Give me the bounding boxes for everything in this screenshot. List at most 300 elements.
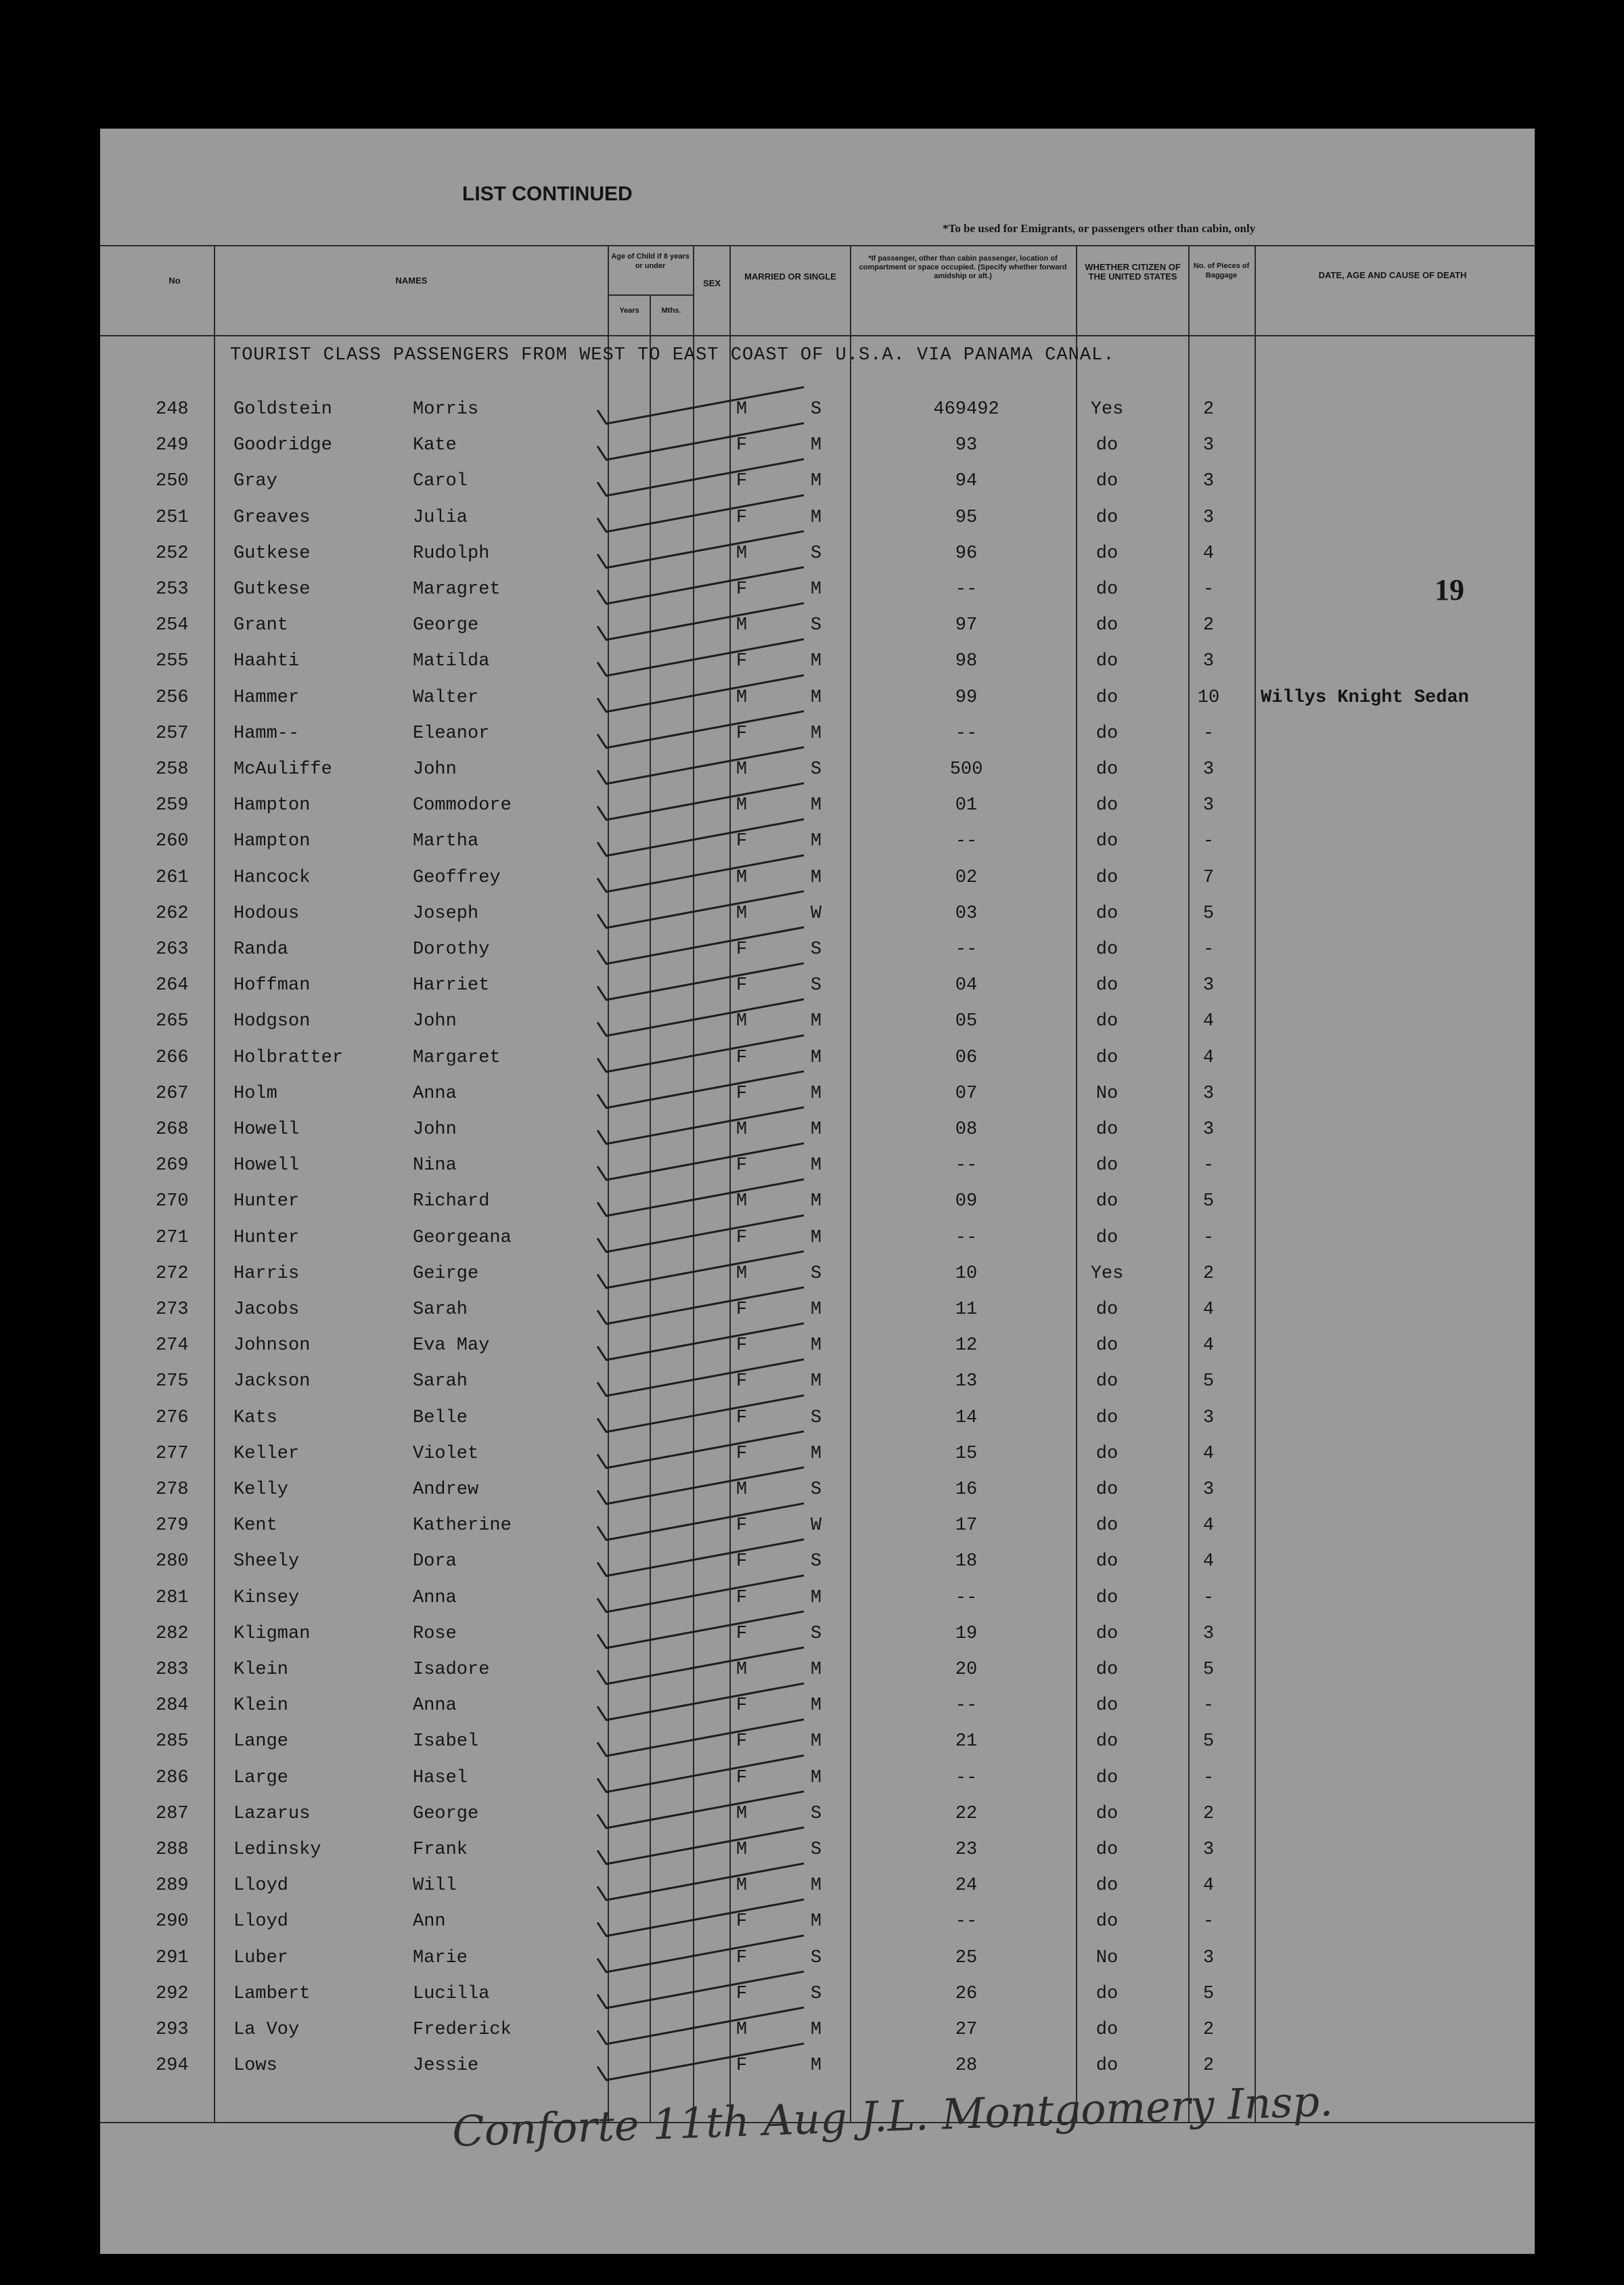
citizenship: No	[1096, 1083, 1119, 1104]
sex: F	[736, 1731, 748, 1752]
check-mark	[597, 1539, 804, 1576]
marital-status: M	[810, 1587, 822, 1608]
row-number: 263	[156, 939, 189, 960]
surname: Harris	[233, 1263, 300, 1284]
baggage-count: 3	[1202, 1480, 1215, 1500]
given-name: Nina	[413, 1155, 457, 1176]
passenger-number: 07	[955, 1083, 978, 1104]
marital-status: M	[810, 795, 822, 816]
citizenship: do	[1096, 435, 1119, 456]
row-number: 256	[156, 687, 189, 708]
baggage-count: 5	[1202, 1983, 1215, 2004]
check-mark	[597, 1287, 804, 1324]
passenger-number: 06	[955, 1047, 978, 1068]
row-number: 270	[156, 1191, 189, 1212]
passenger-number: --	[955, 1695, 978, 1716]
given-name: Walter	[413, 687, 479, 708]
baggage-count: 7	[1202, 867, 1215, 888]
surname: Jackson	[233, 1371, 311, 1392]
passenger-number: 09	[955, 1191, 978, 1212]
check-mark	[597, 423, 804, 460]
baggage-count: -	[1202, 831, 1215, 852]
surname: La Voy	[233, 2020, 300, 2040]
surname: Haahti	[233, 651, 300, 672]
remarks: Willys Knight Sedan	[1261, 687, 1469, 708]
passenger-number: 17	[955, 1515, 978, 1536]
baggage-count: 2	[1202, 1803, 1215, 1824]
surname: Hunter	[233, 1227, 300, 1248]
baggage-count: 4	[1202, 543, 1215, 564]
check-mark	[597, 1576, 804, 1612]
passenger-number: 500	[949, 759, 983, 780]
surname: Gutkese	[233, 579, 311, 600]
given-name: Julia	[413, 507, 468, 528]
marital-status: W	[810, 903, 822, 924]
marital-status: M	[810, 1660, 822, 1680]
check-mark	[597, 1359, 804, 1396]
row-number: 258	[156, 759, 189, 780]
passenger-number: 26	[955, 1983, 978, 2004]
sex: M	[736, 1840, 748, 1860]
citizenship: do	[1096, 1840, 1119, 1860]
check-mark	[597, 1719, 804, 1756]
marital-status: M	[810, 1011, 822, 1032]
passenger-number: 15	[955, 1443, 978, 1464]
check-mark	[597, 999, 804, 1036]
citizenship: do	[1096, 1047, 1119, 1068]
col-death-heading: DATE, AGE AND CAUSE OF DEATH	[1318, 270, 1467, 280]
marital-status: S	[810, 1263, 822, 1284]
baggage-count: 5	[1202, 903, 1215, 924]
passenger-number: 23	[955, 1840, 978, 1860]
citizenship: do	[1096, 2056, 1119, 2077]
row-number: 261	[156, 867, 189, 888]
check-mark	[597, 711, 804, 748]
given-name: John	[413, 1011, 457, 1032]
manifest-sheet	[100, 129, 1535, 2254]
marital-status: M	[810, 723, 822, 744]
marital-status: M	[810, 687, 822, 708]
baggage-count: 5	[1202, 1731, 1215, 1752]
check-mark	[597, 1396, 804, 1432]
marital-status: S	[810, 615, 822, 636]
sex: F	[736, 1407, 748, 1428]
row-number: 289	[156, 1876, 189, 1896]
baggage-count: -	[1202, 1227, 1215, 1248]
citizenship: do	[1096, 1660, 1119, 1680]
check-mark	[597, 1251, 804, 1288]
surname: Grant	[233, 615, 289, 636]
marital-status: M	[810, 1767, 822, 1788]
surname: Klein	[233, 1660, 289, 1680]
passenger-number: 04	[955, 975, 978, 996]
marital-status: S	[810, 1947, 822, 1968]
passenger-number: 16	[955, 1480, 978, 1500]
given-name: Carol	[413, 471, 468, 492]
sex: F	[736, 1767, 748, 1788]
passenger-number: 08	[955, 1119, 978, 1140]
marital-status: S	[810, 1803, 822, 1824]
passenger-number: 12	[955, 1335, 978, 1356]
check-mark	[597, 819, 804, 856]
check-mark	[597, 1467, 804, 1504]
row-number: 293	[156, 2020, 189, 2040]
passenger-number: 95	[955, 507, 978, 528]
citizenship: do	[1096, 1695, 1119, 1716]
check-mark	[597, 2043, 804, 2080]
citizenship: do	[1096, 1623, 1119, 1644]
citizenship: do	[1096, 687, 1119, 708]
sex: M	[736, 1803, 748, 1824]
given-name: Violet	[413, 1443, 479, 1464]
passenger-number: 28	[955, 2056, 978, 2077]
marital-status: M	[810, 1695, 822, 1716]
given-name: Anna	[413, 1587, 457, 1608]
row-number: 284	[156, 1695, 189, 1716]
baggage-count: -	[1202, 723, 1215, 744]
citizenship: do	[1096, 1407, 1119, 1428]
row-number: 269	[156, 1155, 189, 1176]
passenger-number: 94	[955, 471, 978, 492]
row-number: 251	[156, 507, 189, 528]
check-mark	[597, 1179, 804, 1216]
passenger-number: 22	[955, 1803, 978, 1824]
citizenship: do	[1096, 1911, 1119, 1932]
baggage-count: 4	[1202, 1551, 1215, 1572]
tourist-class-banner: TOURIST CLASS PASSENGERS FROM WEST TO EAST COAST OF U.S.A. VIA PANAMA CANAL.	[230, 345, 1115, 365]
check-mark	[597, 495, 804, 532]
surname: Kelly	[233, 1480, 289, 1500]
baggage-count: 3	[1202, 759, 1215, 780]
citizenship: do	[1096, 759, 1119, 780]
sex: M	[736, 759, 748, 780]
given-name: Commodore	[413, 795, 512, 816]
sex: F	[736, 1227, 748, 1248]
sex: M	[736, 1119, 748, 1140]
surname: Hunter	[233, 1191, 300, 1212]
sex: F	[736, 1371, 748, 1392]
citizenship: do	[1096, 1480, 1119, 1500]
given-name: Andrew	[413, 1480, 479, 1500]
citizenship: do	[1096, 1371, 1119, 1392]
surname: Ledinsky	[233, 1840, 321, 1860]
surname: Goodridge	[233, 435, 332, 456]
given-name: Morris	[413, 399, 479, 420]
check-mark	[597, 1756, 804, 1792]
surname: Holm	[233, 1083, 277, 1104]
citizenship: do	[1096, 543, 1119, 564]
check-mark	[597, 1143, 804, 1180]
surname: Kinsey	[233, 1587, 300, 1608]
sex: M	[736, 903, 748, 924]
marital-status: S	[810, 1551, 822, 1572]
sex: F	[736, 975, 748, 996]
row-number: 255	[156, 651, 189, 672]
passenger-number: --	[955, 579, 978, 600]
sex: M	[736, 1876, 748, 1896]
marital-status: M	[810, 1335, 822, 1356]
check-mark	[597, 1036, 804, 1072]
surname: Lloyd	[233, 1876, 289, 1896]
baggage-count: 3	[1202, 435, 1215, 456]
citizenship: do	[1096, 1443, 1119, 1464]
sex: F	[736, 1515, 748, 1536]
marital-status: M	[810, 435, 822, 456]
marital-status: S	[810, 543, 822, 564]
marital-status: M	[810, 1371, 822, 1392]
surname: Gray	[233, 471, 277, 492]
given-name: Geirge	[413, 1263, 479, 1284]
sex: F	[736, 435, 748, 456]
col-married-heading: MARRIED OR SINGLE	[744, 271, 836, 282]
given-name: George	[413, 615, 479, 636]
sex: F	[736, 1083, 748, 1104]
passenger-number: 02	[955, 867, 978, 888]
marital-status: M	[810, 1911, 822, 1932]
sex: M	[736, 399, 748, 420]
row-number: 268	[156, 1119, 189, 1140]
row-number: 274	[156, 1335, 189, 1356]
baggage-count: 3	[1202, 1623, 1215, 1644]
surname: Howell	[233, 1119, 300, 1140]
surname: Large	[233, 1767, 289, 1788]
given-name: Sarah	[413, 1300, 468, 1320]
given-name: Belle	[413, 1407, 468, 1428]
check-mark	[597, 1863, 804, 1900]
inspector-signature: Conforte 11th Aug J.L. Montgomery Insp.	[451, 2076, 1334, 2156]
citizenship: do	[1096, 2020, 1119, 2040]
check-mark	[597, 387, 804, 424]
row-number: 292	[156, 1983, 189, 2004]
marital-status: M	[810, 867, 822, 888]
sex: M	[736, 615, 748, 636]
surname: McAuliffe	[233, 759, 332, 780]
passenger-number: 05	[955, 1011, 978, 1032]
given-name: Marie	[413, 1947, 468, 1968]
check-mark	[597, 747, 804, 784]
citizenship: do	[1096, 1983, 1119, 2004]
check-mark	[597, 1899, 804, 1936]
passenger-number: --	[955, 1911, 978, 1932]
marital-status: M	[810, 1083, 822, 1104]
baggage-count: 3	[1202, 1840, 1215, 1860]
sex: F	[736, 1443, 748, 1464]
passenger-number: 10	[955, 1263, 978, 1284]
row-number: 260	[156, 831, 189, 852]
sex: M	[736, 867, 748, 888]
sex: F	[736, 579, 748, 600]
row-number: 249	[156, 435, 189, 456]
check-mark	[597, 531, 804, 568]
marital-status: M	[810, 1731, 822, 1752]
baggage-count: 2	[1202, 615, 1215, 636]
surname: Lambert	[233, 1983, 311, 2004]
check-mark	[597, 856, 804, 892]
col-names-heading: NAMES	[395, 275, 428, 286]
baggage-count: 3	[1202, 471, 1215, 492]
surname: Sheely	[233, 1551, 300, 1572]
baggage-count: 3	[1202, 507, 1215, 528]
marital-status: S	[810, 399, 822, 420]
given-name: Ann	[413, 1911, 446, 1932]
row-number: 279	[156, 1515, 189, 1536]
surname: Greaves	[233, 507, 311, 528]
sex: F	[736, 1335, 748, 1356]
given-name: Jessie	[413, 2056, 479, 2077]
marital-status: S	[810, 1407, 822, 1428]
surname: Jacobs	[233, 1300, 300, 1320]
surname: Klein	[233, 1695, 289, 1716]
baggage-count: 4	[1202, 1443, 1215, 1464]
passenger-number: --	[955, 1227, 978, 1248]
row-number: 254	[156, 615, 189, 636]
sex: M	[736, 795, 748, 816]
citizenship: Yes	[1090, 1263, 1124, 1284]
marital-status: S	[810, 1983, 822, 2004]
baggage-count: -	[1202, 579, 1215, 600]
passenger-number: 20	[955, 1660, 978, 1680]
baggage-count: 4	[1202, 1515, 1215, 1536]
given-name: Georgeana	[413, 1227, 512, 1248]
sex: M	[736, 2020, 748, 2040]
row-number: 276	[156, 1407, 189, 1428]
passenger-number: 13	[955, 1371, 978, 1392]
sex: F	[736, 1695, 748, 1716]
passenger-number: --	[955, 723, 978, 744]
passenger-number: 97	[955, 615, 978, 636]
given-name: Martha	[413, 831, 479, 852]
check-mark	[597, 2007, 804, 2044]
row-number: 262	[156, 903, 189, 924]
sex: M	[736, 687, 748, 708]
surname: Holbratter	[233, 1047, 344, 1068]
given-name: John	[413, 759, 457, 780]
check-mark	[597, 1683, 804, 1720]
emigrant-note: *To be used for Emigrants, or passengers other than cabin, only	[943, 222, 1256, 235]
row-number: 257	[156, 723, 189, 744]
baggage-count: 3	[1202, 1119, 1215, 1140]
surname: Hoffman	[233, 975, 311, 996]
marital-status: M	[810, 471, 822, 492]
check-mark	[597, 1107, 804, 1144]
passenger-number: 93	[955, 435, 978, 456]
surname: Lange	[233, 1731, 289, 1752]
given-name: Will	[413, 1876, 457, 1896]
marital-status: S	[810, 1840, 822, 1860]
passenger-number: 25	[955, 1947, 978, 1968]
given-name: Anna	[413, 1083, 457, 1104]
given-name: Rose	[413, 1623, 457, 1644]
baggage-count: 2	[1202, 2056, 1215, 2077]
baggage-count: -	[1202, 939, 1215, 960]
sex: F	[736, 2056, 748, 2077]
given-name: Geoffrey	[413, 867, 501, 888]
surname: Hodgson	[233, 1011, 311, 1032]
passenger-number: 99	[955, 687, 978, 708]
citizenship: do	[1096, 1191, 1119, 1212]
passenger-number: 14	[955, 1407, 978, 1428]
row-number: 282	[156, 1623, 189, 1644]
sex: F	[736, 723, 748, 744]
sex: F	[736, 1047, 748, 1068]
citizenship: do	[1096, 1119, 1119, 1140]
baggage-count: 4	[1202, 1876, 1215, 1896]
marital-status: M	[810, 831, 822, 852]
sex: F	[736, 651, 748, 672]
marital-status: S	[810, 1480, 822, 1500]
sex: F	[736, 1947, 748, 1968]
passenger-number: 98	[955, 651, 978, 672]
citizenship: do	[1096, 579, 1119, 600]
row-number: 264	[156, 975, 189, 996]
sex: F	[736, 939, 748, 960]
given-name: Isadore	[413, 1660, 490, 1680]
sex: M	[736, 543, 748, 564]
marital-status: M	[810, 507, 822, 528]
sex: F	[736, 1911, 748, 1932]
baggage-count: 5	[1202, 1660, 1215, 1680]
row-number: 286	[156, 1767, 189, 1788]
surname: Hammer	[233, 687, 300, 708]
col-sex-heading: SEX	[702, 278, 721, 288]
row-number: 280	[156, 1551, 189, 1572]
check-mark	[597, 927, 804, 964]
baggage-count: -	[1202, 1587, 1215, 1608]
row-number: 267	[156, 1083, 189, 1104]
marital-status: S	[810, 759, 822, 780]
marital-status: M	[810, 2020, 822, 2040]
marital-status: M	[810, 2056, 822, 2077]
citizenship: do	[1096, 1011, 1119, 1032]
col-passenger-heading: *If passenger, other than cabin passenger, location of compartment or space occupied. (Specify whether forward amidship or aft.)	[859, 254, 1067, 280]
sex: F	[736, 831, 748, 852]
baggage-count: -	[1202, 1911, 1215, 1932]
check-mark	[597, 1503, 804, 1540]
citizenship: do	[1096, 1300, 1119, 1320]
surname: Luber	[233, 1947, 289, 1968]
col-citizen-heading: WHETHER CITIZEN OF THE UNITED STATES	[1085, 262, 1181, 282]
surname: Hampton	[233, 795, 311, 816]
check-mark	[597, 1612, 804, 1648]
surname: Johnson	[233, 1335, 311, 1356]
given-name: Lucilla	[413, 1983, 490, 2004]
sex: F	[736, 1551, 748, 1572]
baggage-count: 3	[1202, 1947, 1215, 1968]
citizenship: do	[1096, 1227, 1119, 1248]
baggage-count: -	[1202, 1155, 1215, 1176]
row-number: 271	[156, 1227, 189, 1248]
sex: F	[736, 1300, 748, 1320]
given-name: John	[413, 1119, 457, 1140]
row-number: 294	[156, 2056, 189, 2077]
surname: Randa	[233, 939, 289, 960]
given-name: Katherine	[413, 1515, 512, 1536]
sex: M	[736, 1480, 748, 1500]
row-number: 273	[156, 1300, 189, 1320]
check-mark	[597, 1216, 804, 1252]
marital-status: M	[810, 1300, 822, 1320]
citizenship: do	[1096, 1155, 1119, 1176]
baggage-count: 2	[1202, 1263, 1215, 1284]
passenger-number: 03	[955, 903, 978, 924]
sex: M	[736, 1660, 748, 1680]
marital-status: S	[810, 975, 822, 996]
citizenship: Yes	[1090, 399, 1124, 420]
col-no-heading: No	[168, 275, 181, 286]
baggage-count: 3	[1202, 795, 1215, 816]
surname: Kent	[233, 1515, 277, 1536]
col-years-heading: Years	[619, 307, 639, 315]
